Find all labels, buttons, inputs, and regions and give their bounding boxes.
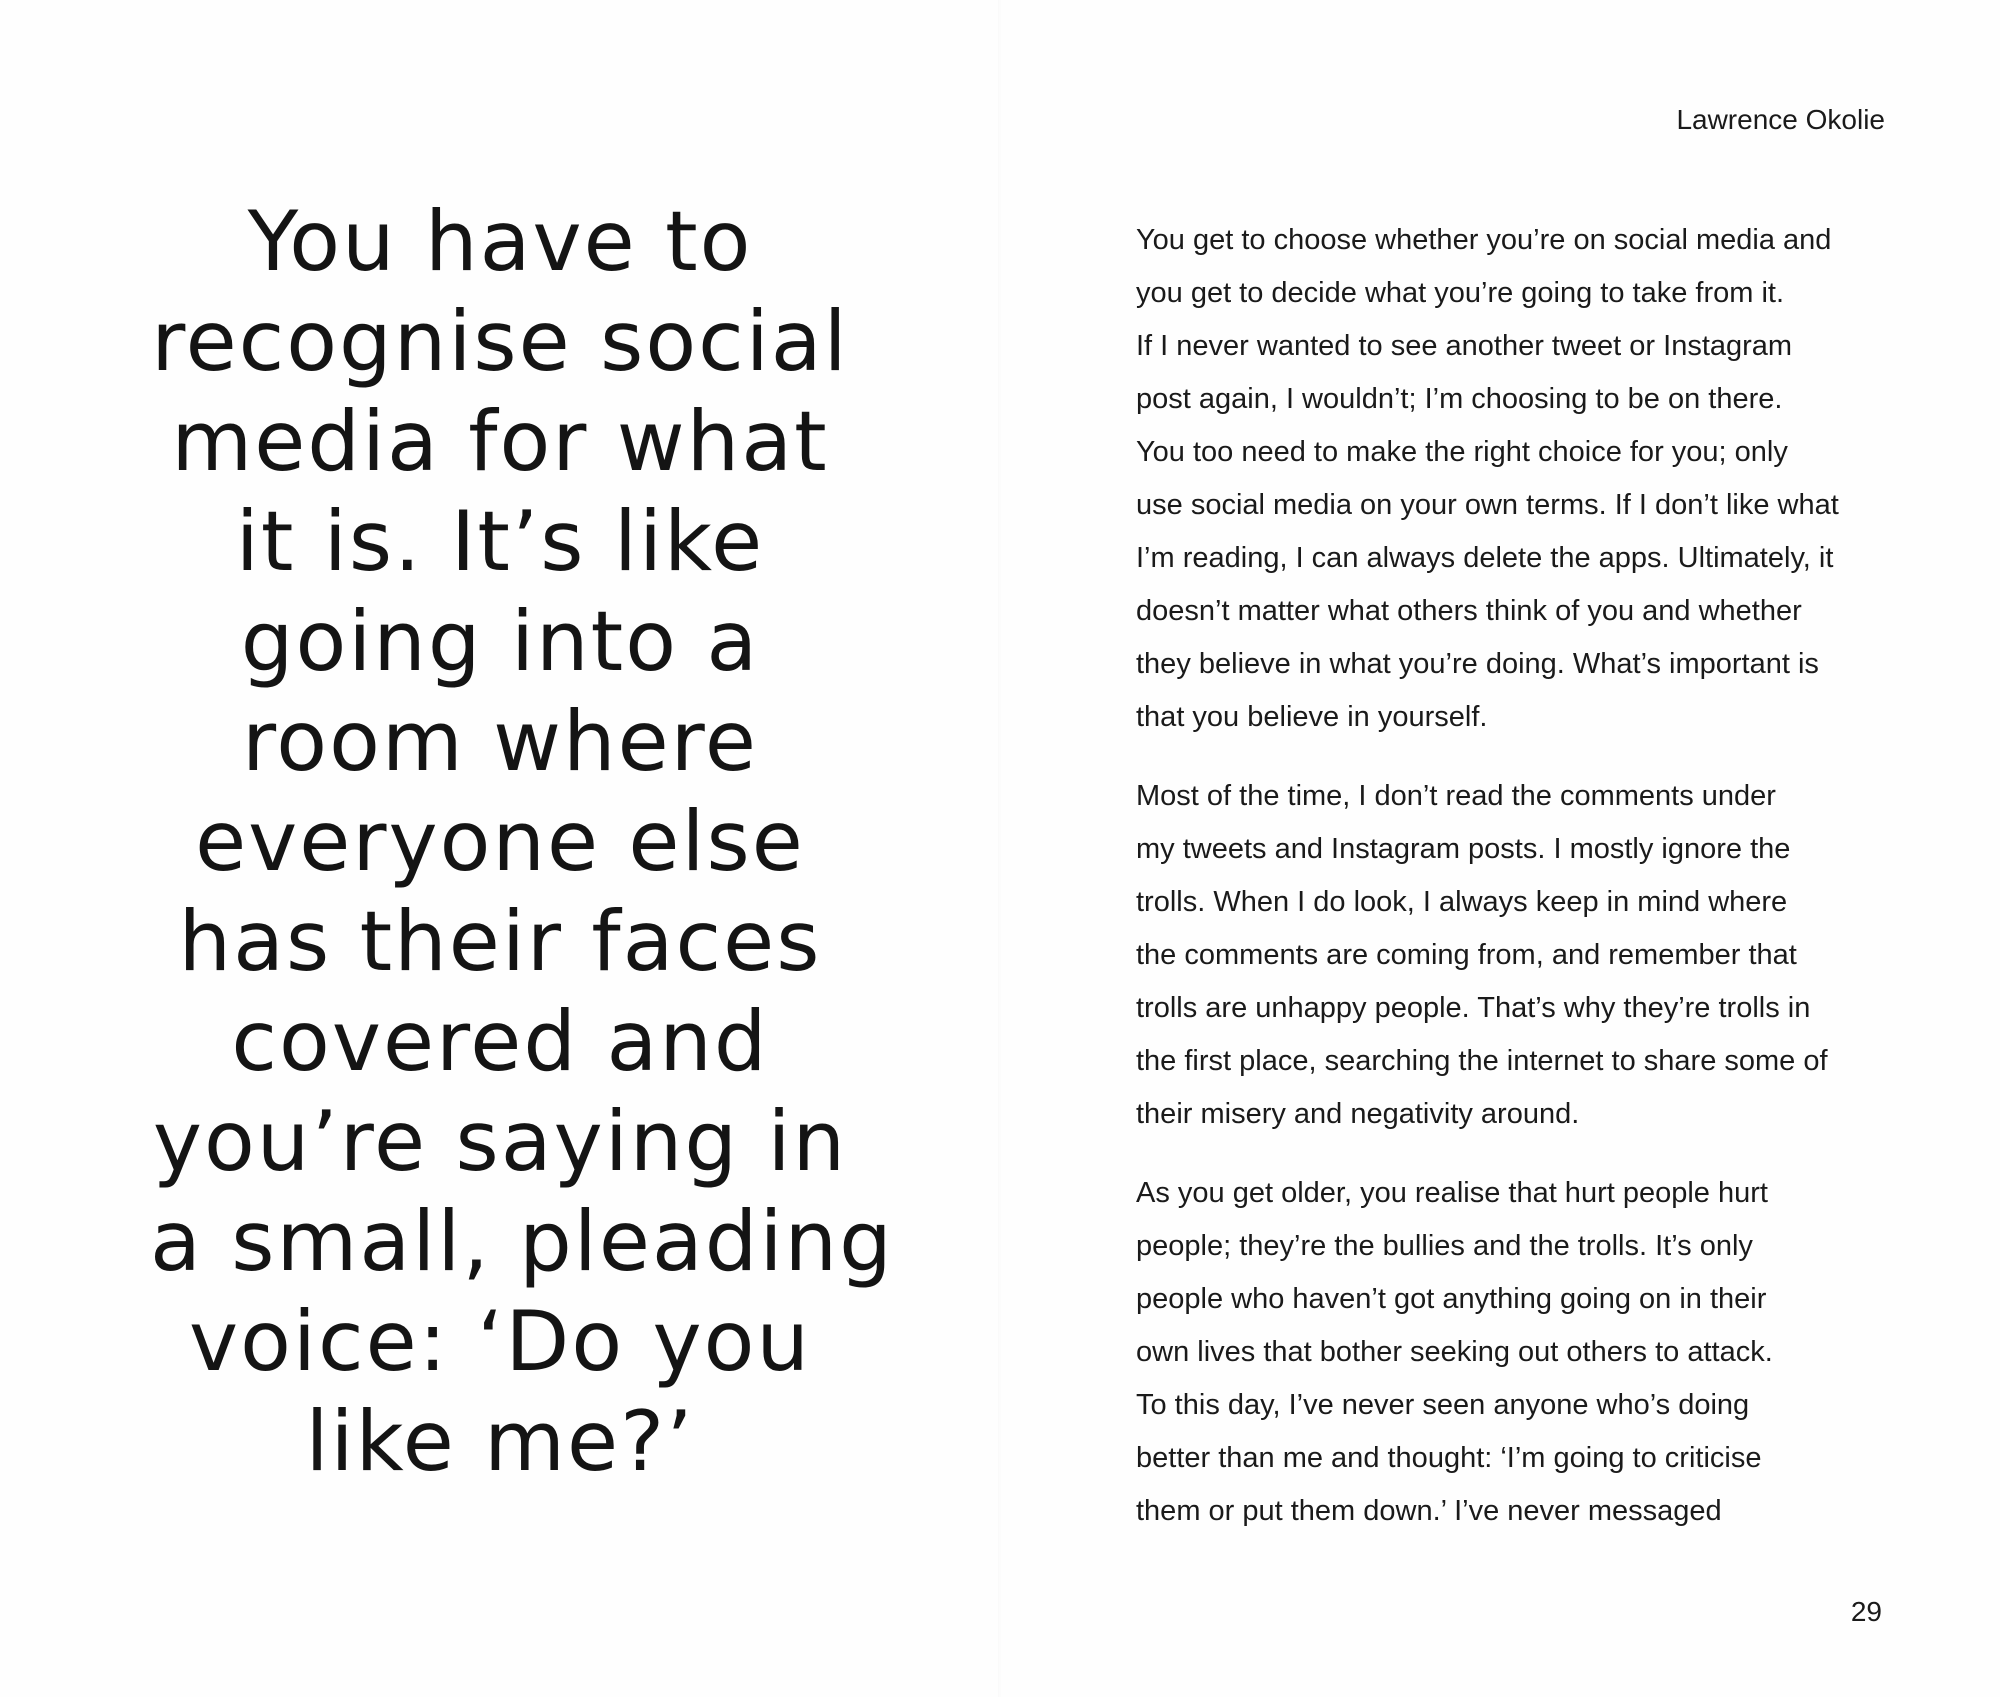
text-line: use social media on your own terms. If I don’t like what <box>1136 489 1839 521</box>
text-line: the comments are coming from, and remember that <box>1136 939 1797 971</box>
pull-quote-line: voice: ‘Do you <box>189 1293 811 1390</box>
text-line: I’m reading, I can always delete the apps. Ultimately, it <box>1136 542 1834 574</box>
text-line: they believe in what you’re doing. What’s important is <box>1136 648 1819 680</box>
text-line: If I never wanted to see another tweet or Instagram <box>1136 330 1793 362</box>
text-line: better than me and thought: ‘I’m going to criticise <box>1136 1442 1762 1474</box>
pull-quote-line: like me?’ <box>305 1393 695 1490</box>
text-line: the first place, searching the internet to share some of <box>1136 1045 1828 1077</box>
text-line: Most of the time, I don’t read the comments under <box>1136 780 1776 812</box>
text-line: trolls are unhappy people. That’s why they’re trolls in <box>1136 992 1811 1024</box>
paragraph-1 <box>1136 214 1896 744</box>
paragraph-2 <box>1136 770 1896 1141</box>
page-number: 29 <box>1850 1596 1882 1627</box>
text-line: post again, I wouldn’t; I’m choosing to be on there. <box>1136 383 1783 415</box>
text-line: them or put them down.’ I’ve never messaged <box>1136 1495 1722 1527</box>
body-text <box>1136 214 1896 1564</box>
text-line: You get to choose whether you’re on social media and <box>1136 224 1832 256</box>
text-line: doesn’t matter what others think of you and whether <box>1136 595 1802 627</box>
running-head: Lawrence Okolie <box>1676 104 1885 135</box>
text-line: their misery and negativity around. <box>1136 1098 1580 1130</box>
text-line: To this day, I’ve never seen anyone who’s doing <box>1136 1389 1750 1421</box>
pull-quote-line: room where <box>241 693 758 790</box>
pull-quote-line: has their faces <box>178 893 822 990</box>
paragraph-3 <box>1136 1167 1896 1538</box>
pull-quote-line: You have to <box>247 193 753 290</box>
text-line: own lives that bother seeking out others to attack. <box>1136 1336 1773 1368</box>
pull-quote-line: media for what <box>171 393 829 490</box>
pull-quote-line: going into a <box>240 593 760 690</box>
text-line: you get to decide what you’re going to take from it. <box>1136 277 1785 309</box>
text-line: trolls. When I do look, I always keep in mind where <box>1136 886 1788 918</box>
text-line: that you believe in yourself. <box>1136 701 1488 733</box>
pull-quote-line: covered and <box>231 993 769 1090</box>
text-line: You too need to make the right choice for you; only <box>1136 436 1788 468</box>
text-line: people; they’re the bullies and the trolls. It’s only <box>1136 1230 1753 1262</box>
pull-quote-line: a small, pleading <box>150 1193 894 1290</box>
pull-quote-line: you’re saying in <box>152 1093 848 1190</box>
pull-quote-line: it is. It’s like <box>235 493 765 590</box>
text-line: As you get older, you realise that hurt people hurt <box>1136 1177 1768 1209</box>
right-page <box>1000 0 2000 1697</box>
pull-quote-line: everyone else <box>195 793 805 890</box>
text-line: people who haven’t got anything going on in their <box>1136 1283 1767 1315</box>
pull-quote-line: recognise social <box>151 293 849 390</box>
text-line: my tweets and Instagram posts. I mostly ignore the <box>1136 833 1791 865</box>
pull-quote <box>150 192 894 1492</box>
